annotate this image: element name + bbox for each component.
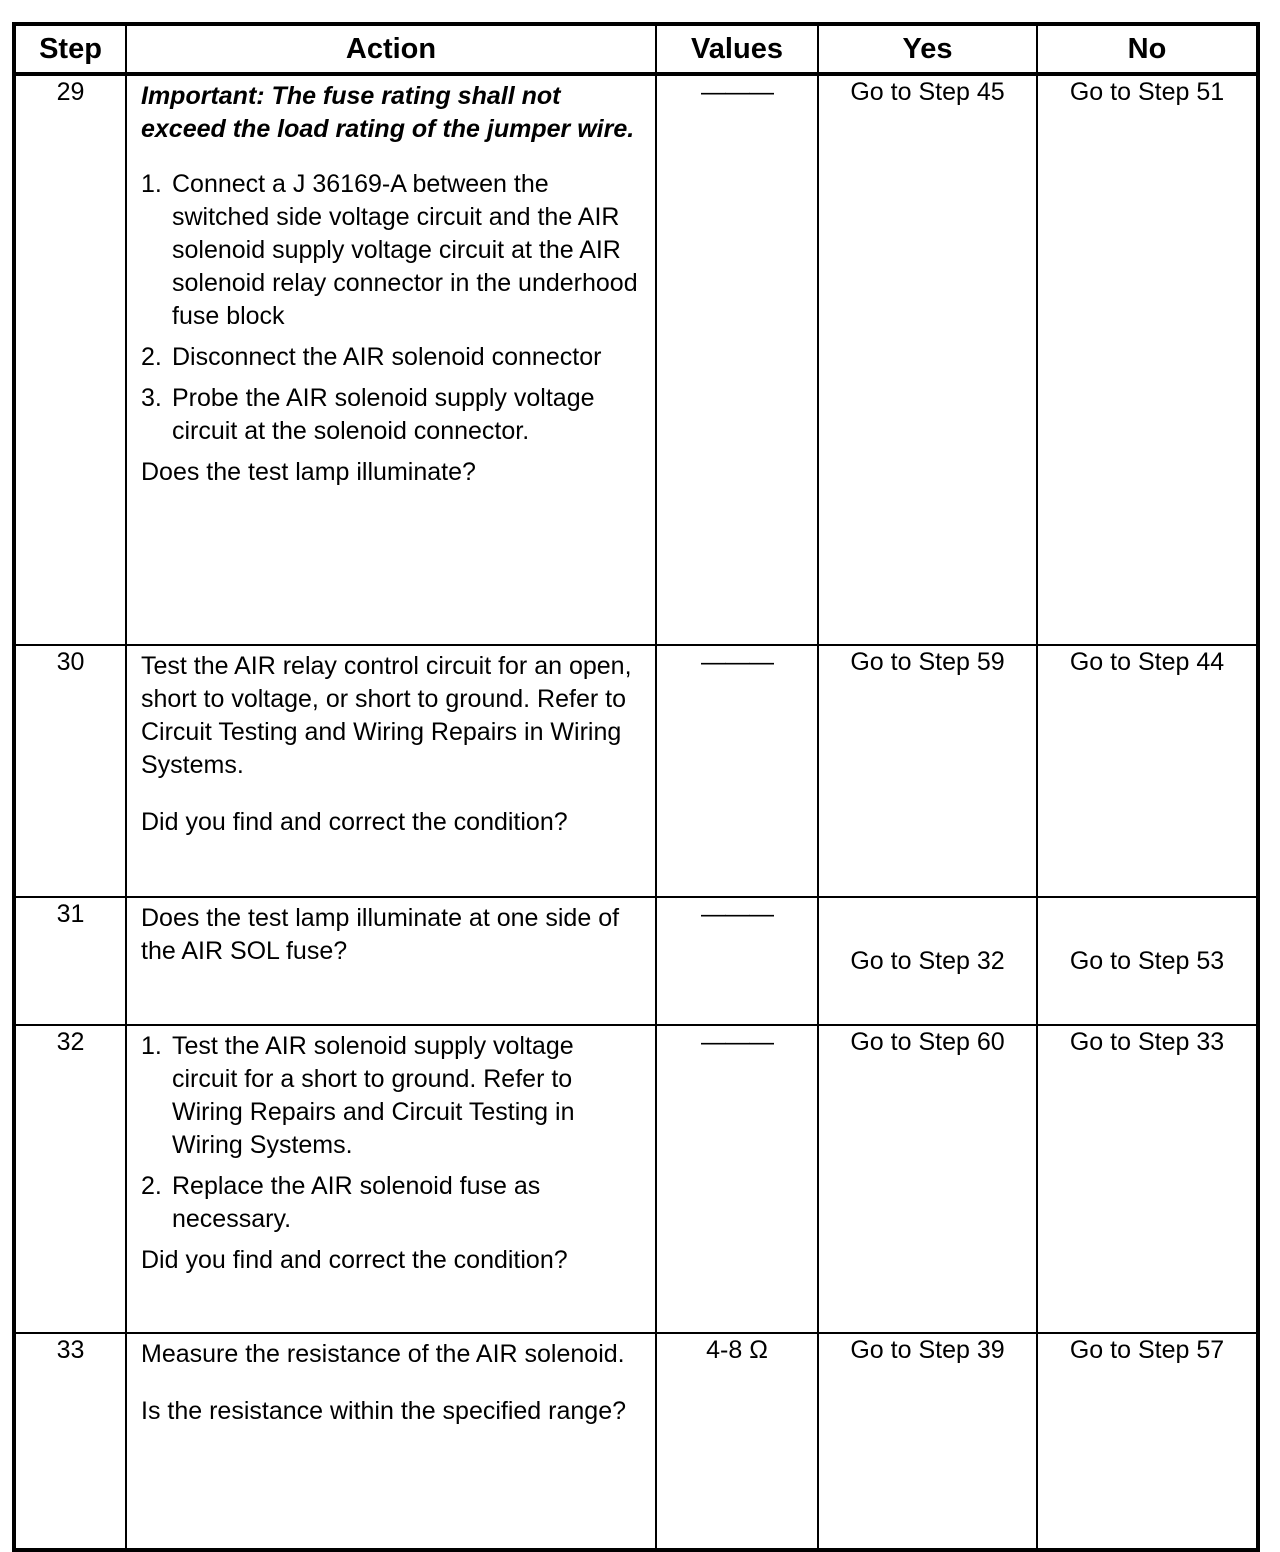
action-steps-list — [141, 168, 641, 448]
table-row — [14, 1025, 1258, 1333]
yes-link: Go to Step 39 — [850, 1336, 1005, 1364]
question-text: Is the resistance within the specified range? — [141, 1397, 626, 1425]
yes-cell — [818, 645, 1037, 897]
yes-link: Go to Step 59 — [850, 648, 1005, 676]
yes-cell — [818, 1333, 1037, 1550]
yes-cell — [818, 74, 1037, 645]
yes-cell — [818, 897, 1037, 1025]
header-no: No — [1037, 24, 1258, 74]
no-link: Go to Step 53 — [1069, 946, 1225, 975]
list-item: 1. Test the AIR solenoid supply voltage circuit for a short to ground. Refer to Wiring Repairs and Circuit Testing in Wiring Systems. — [141, 1032, 575, 1159]
step-number: 30 — [14, 645, 126, 897]
table-row — [14, 645, 1258, 897]
values-cell: ——— — [656, 897, 818, 1025]
header-yes: Yes — [818, 24, 1037, 74]
header-action: Action — [126, 24, 656, 74]
step-number: 32 — [14, 1025, 126, 1333]
values-cell: ——— — [656, 74, 818, 645]
no-link: Go to Step 33 — [1069, 1028, 1225, 1056]
no-link: Go to Step 44 — [1069, 648, 1225, 676]
action-steps-list — [141, 1030, 641, 1236]
no-link: Go to Step 57 — [1069, 1336, 1225, 1364]
values-cell: ——— — [656, 1025, 818, 1333]
no-cell — [1037, 74, 1258, 645]
no-cell — [1037, 1025, 1258, 1333]
question-text: Did you find and correct the condition? — [141, 808, 568, 836]
action-cell — [126, 1333, 656, 1550]
no-cell — [1037, 1333, 1258, 1550]
table-row — [14, 1333, 1258, 1550]
action-cell — [126, 74, 656, 645]
step-number: 29 — [14, 74, 126, 645]
action-text: Does the test lamp illuminate at one side of the AIR SOL fuse? — [141, 904, 620, 965]
list-item: 1. Connect a J 36169-A between the switched side voltage circuit and the AIR solenoid supply voltage circuit at the AIR solenoid relay connector in the underhood fuse block — [141, 170, 638, 330]
question-text: Does the test lamp illuminate? — [141, 458, 476, 486]
action-cell — [126, 897, 656, 1025]
yes-link: Go to Step 60 — [850, 1028, 1005, 1056]
header-values: Values — [656, 24, 818, 74]
values-cell: ——— — [656, 645, 818, 897]
yes-cell — [818, 1025, 1037, 1333]
header-step: Step — [14, 24, 126, 74]
no-link: Go to Step 51 — [1069, 78, 1225, 106]
yes-link: Go to Step 45 — [850, 78, 1005, 106]
question-text: Did you find and correct the condition? — [141, 1246, 568, 1274]
list-item: 3. Probe the AIR solenoid supply voltage circuit at the solenoid connector. — [141, 384, 595, 445]
header-row — [14, 24, 1258, 74]
list-item: 2. Replace the AIR solenoid fuse as necessary. — [141, 1172, 541, 1233]
list-item: 2. Disconnect the AIR solenoid connector — [141, 343, 602, 371]
resistance-value: 4-8 Ω — [706, 1336, 768, 1364]
action-cell — [126, 645, 656, 897]
important-note: Important: The fuse rating shall not exceed the load rating of the jumper wire. — [141, 82, 635, 143]
action-text: Test the AIR relay control circuit for an open, short to voltage, or short to ground. Refer to Circuit Testing and Wiring Repairs in Wiring Systems. — [141, 652, 632, 779]
values-cell — [656, 1333, 818, 1550]
action-text: Measure the resistance of the AIR solenoid. — [141, 1340, 625, 1368]
diagnostic-table — [12, 22, 1260, 1552]
table-row — [14, 74, 1258, 645]
step-number: 31 — [14, 897, 126, 1025]
yes-link: Go to Step 32 — [850, 946, 1005, 975]
no-cell — [1037, 645, 1258, 897]
action-cell — [126, 1025, 656, 1333]
table-row — [14, 897, 1258, 1025]
no-cell — [1037, 897, 1258, 1025]
step-number: 33 — [14, 1333, 126, 1550]
